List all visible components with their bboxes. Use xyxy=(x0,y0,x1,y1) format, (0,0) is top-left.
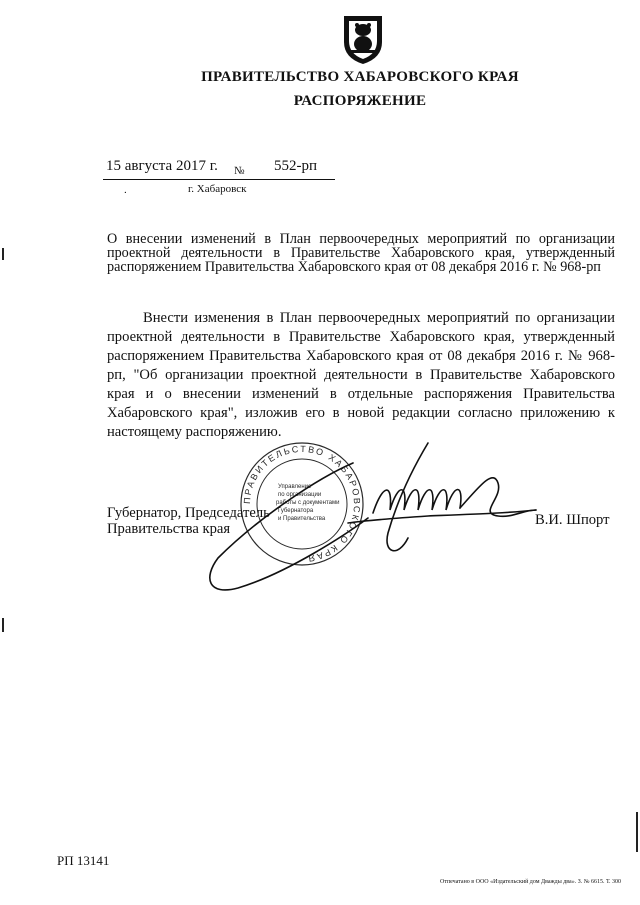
body-paragraph: Внести изменения в План первоочередных мероприятий по организации проектной деятельности в Правительстве Хабаровского края, утвержденный распоряжением Правительства Хабаровского края от 08 декабря 2016 г. № 968-рп, "Об организации проектной деятельности в Правительстве Хабаровского края и о внесении изменений в отдельные распоряжения Правительства Хабаровского края", изложив его в новой редакции согласно приложению к настоящему распоряжению. xyxy=(107,310,615,440)
signer-name: В.И. Шпорт xyxy=(535,512,610,528)
margin-mark xyxy=(636,812,638,852)
document-body xyxy=(107,309,615,442)
stamp-inner-line: Управление xyxy=(278,484,312,490)
margin-mark xyxy=(2,618,4,632)
signer-title-line: Губернатор, Председатель xyxy=(107,505,270,521)
number-sign: № xyxy=(234,165,245,177)
margin-mark xyxy=(2,248,4,260)
date-underline xyxy=(103,179,335,180)
dot-mark: . xyxy=(124,184,127,196)
government-title: ПРАВИТЕЛЬСТВО ХАБАРОВСКОГО КРАЯ xyxy=(201,69,519,85)
stamp-inner-line: работы с документами xyxy=(276,500,340,506)
stamp-inner-line: и Правительства xyxy=(278,516,326,522)
document-number: 552-рп xyxy=(274,158,318,174)
stamp-ring-text: ПРАВИТЕЛЬСТВО ХАБАРОВСКОГО КРАЯ xyxy=(241,443,363,564)
printer-note: Отпечатано в ООО «Издательский дом Дважды два». З. № 6615. Т. 300 xyxy=(440,879,622,885)
stamp-inner-line: Губернатора xyxy=(278,508,314,514)
document-date: 15 августа 2017 г. xyxy=(106,158,218,174)
document-type-title: РАСПОРЯЖЕНИЕ xyxy=(293,93,427,109)
signer-title-line: Правительства края xyxy=(107,521,231,537)
registration-number: РП 13141 xyxy=(57,853,110,868)
stamp-inner-line: по организации xyxy=(278,492,322,498)
city-label: г. Хабаровск xyxy=(188,183,247,195)
handwritten-signature xyxy=(198,438,538,598)
document-subject: О внесении изменений в План первоочередных мероприятий по организации проектной деятельности в Правительстве Хабаровского края, утвержденный распоряжением Правительства Хабаровского края от 08 декабря 2016 г. № 968-рп xyxy=(107,231,615,275)
coat-of-arms-emblem xyxy=(340,10,386,66)
